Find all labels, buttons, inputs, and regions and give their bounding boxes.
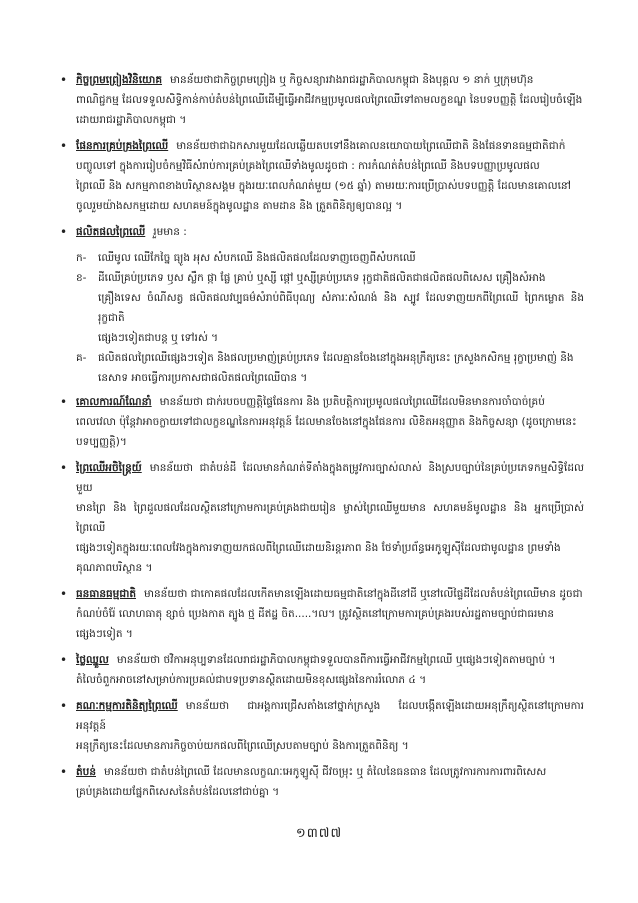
definition-line — [76, 558, 584, 578]
definition-text: មានន័យថា ជាតំបន់ព្រៃឈើ ដែលមានលក្ខណៈអេកូឡូស៊ី ជីវចម្រុះ ឬ តំលៃនៃធនធាន ដែលត្រូវការការការពារពិសេស — [104, 766, 547, 778]
sub-item-marker: ក- — [76, 252, 87, 264]
definition-term: គោលការណ៍ណែនាំ — [76, 396, 152, 408]
sub-item — [76, 248, 584, 268]
definition-list — [60, 70, 584, 802]
definition-term: គណៈកម្មការតិនិត្យព្រៃឈើ — [76, 700, 178, 712]
definition-term: កិច្ចព្រមព្រៀងវិនិយោគ — [76, 74, 163, 86]
definition-line — [76, 176, 584, 196]
definition-line — [76, 458, 584, 498]
definition-text: បញ្ចូលទៅ ក្នុងការរៀបចំកម្មវិធីសំរាប់ការគ្រប់គ្រងព្រៃឈើទាំងមូលដូចជា : ការកំណត់តំបន់ព្រៃឈើ និងបទបញ្ញាប្រមូលផល — [76, 160, 540, 172]
definition-text: បទប្បញ្ញត្តិ)។ — [76, 436, 127, 448]
sub-item-marker: គ- — [76, 352, 87, 364]
definition-term: ព្រៃឈើអចិន្ត្រៃយ៍ — [76, 462, 142, 474]
definition-entry — [60, 650, 584, 690]
sub-item-line: គ្រឿងទេស ចំណីសត្វ ផលិតផលវប្បធម៌សំរាប់ពិធីបុណ្យ សំភារៈសំណង់ និង ស្បូវ ដែលទាញយកពីព្រៃឈើ ព្រៃកម្លោត និង រុក្ខជាតិ — [98, 292, 584, 324]
definition-entry — [60, 70, 584, 130]
definition-line — [76, 196, 584, 216]
bullet-icon: • — [60, 139, 68, 153]
definition-text: គ្រប់គ្រងដោយផ្នែកពិសេសនៃតំបន់ដែលនៅជាប់គ្នា ។ — [76, 786, 280, 798]
sub-item-line: ផលិតផលព្រៃឈើផ្សេងៗទៀត និងផលប្រមាញ់គ្រប់ប្រភេទ ដែលគ្មានចែងនៅក្នុងអនុក្រឹត្យនេះ ក្រសួងកសិកម្ម រុក្ខាប្រមាញ់ និង — [98, 352, 574, 364]
definition-entry — [60, 136, 584, 216]
bullet-icon: • — [60, 225, 68, 239]
definition-text: មានន័យថា ថវិកាអនុប្បទានដែលរាជរដ្ឋាភិបាលកម្ពុជាទទួលបានពីការធ្វើអាជីវកម្មព្រៃឈើ ឬផ្សេងៗទៀតតាមច្បាប់ ។ — [116, 654, 556, 666]
definition-text: ព្រៃឈើ និង សកម្មភាពខាងបរិស្ថានសង្គម ក្នុងរយៈពេលកំណត់មួយ (១៥ ឆ្នាំ) តាមរយៈការប្រើប្រាស់បទបញ្ញត្តិ ដែលមានគោលនៅ — [76, 180, 571, 192]
definition-line — [76, 498, 584, 538]
sub-item-line: ដីឈើគ្រប់ប្រភេទ ឫស ស្លឹក ផ្កា ផ្លែ គ្រាប់ ឬស្សី ផ្ដៅ ឬស្សីគ្រប់ប្រភេទ រុក្ខជាតិផលិតជាផលិតផលពិសេស គ្រឿងសំអាង — [98, 272, 546, 284]
definition-text: តំលៃចំពួកអាចនៅសម្រាប់ការប្រគល់ជាបទប្រទានស្ថិតដោយមិនខុសផ្សេងនៃការរំលោភ ៤ ។ — [76, 674, 427, 686]
bullet-icon: • — [60, 765, 68, 779]
definition-text: ផ្សេងៗទៀតក្នុងរយៈពេលវែងក្នុងការទាញយកផលពីព្រៃឈើដោយនិរន្តរភាព និង ថែទាំប្រព័ន្ធអេកូឡូស៊ីដែលជាមូលដ្ឋាន ព្រមទាំង — [76, 542, 561, 554]
definition-text: អនុក្រឹត្យនេះដែលមានភារកិច្ចចាប់យកផលពីព្រៃឈើស្របតាមច្បាប់ និងការត្រួតពិនិត្យ ។ — [76, 740, 409, 752]
definition-text: មានន័យថា ជាកោគផលដែលកើតមានឡើងដោយធម្មជាតិនៅក្នុងដីនៅដី ឬនៅលើផ្ទៃដីដែលតំបន់ព្រៃឈើមាន ដូចជា — [144, 588, 583, 600]
sub-item-line: ឈើមូល ឈើកែច្នៃ ធ្យូង អុស សំបកឈើ និងផលិតផលដែលទាញចេញពីសំបកឈើ — [98, 252, 416, 264]
definition-text: មានន័យថា ជាតំបន់ដី ដែលមានកំណត់ទីតាំងក្នុងតម្រូវការច្បាស់លាស់ និងស្របច្បាប់នៃគ្រប់ប្រភេទកម្មសិទ្ធិដែលមួយ — [76, 462, 584, 494]
definition-text: រួមមាន : — [153, 226, 187, 238]
definition-term: ផលិតផលព្រៃឈើ — [76, 226, 146, 238]
definition-body — [60, 650, 584, 690]
bullet-icon: • — [60, 587, 68, 601]
definition-line — [76, 604, 584, 624]
definition-line — [76, 650, 584, 670]
definition-text: គុណភាពបរិស្ថាន ។ — [76, 562, 153, 574]
definition-line — [76, 736, 584, 756]
definition-text: មានព្រៃ និង ព្រៃដួលផលដែលស្ថិតនៅក្រោមការគ្រប់គ្រងជាយរៀន ម្ចាស់ព្រៃឈើមួយមាន សហគមន៍មូលដ្ឋាន និង អ្នកប្រើប្រាស់ព្រៃឈើ — [76, 502, 584, 534]
definition-term: ថ្លៃឈ្នួល — [76, 654, 109, 666]
definition-body — [60, 584, 584, 644]
bullet-icon: • — [60, 699, 68, 713]
definition-body — [60, 458, 584, 578]
bullet-icon: • — [60, 461, 68, 475]
definition-entry — [60, 584, 584, 644]
bullet-icon: • — [60, 653, 68, 667]
definition-text: ពេលវេលា ប៉ុន្តែវាអាចក្លាយទៅជាលក្ខខណ្ឌនៃការអនុវត្តន៍ ដែលមានចែងនៅក្នុងផែនការ លិខិតអនុញ្ញាត និងកិច្ចសន្យា (ដូចក្រោមនេះ — [76, 416, 577, 428]
definition-text: ពាណិជ្ជកម្ម ដែលទទួលសិទ្ធិកាន់កាប់តំបន់ព្រៃឈើដើម្បីធ្វើអាជីវកម្មប្រមូលផលព្រៃឈើទៅតាមលក្ខខណ្ឌ នៃបទបញ្ញត្តិ ដែលរៀបចំឡើង — [76, 94, 583, 106]
definition-entry — [60, 762, 584, 802]
page-number: ១៣៧៧ — [295, 826, 343, 841]
definition-text: ផ្សេងៗទៀត ។ — [76, 628, 133, 640]
definition-line — [76, 584, 584, 604]
definition-body — [60, 70, 584, 130]
definition-body — [60, 696, 584, 756]
definition-text: មានន័យថា ជាអង្គការជ្រើសតាំងនៅថ្នាក់ក្រសួង ដែលបង្កើតឡើងដោយអនុក្រឹត្យស្ថិតនៅក្រោមការអនុវត្តន៍ — [76, 700, 584, 732]
bullet-icon: • — [60, 395, 68, 409]
definition-line — [76, 70, 584, 90]
definition-term: ផែនការគ្រប់គ្រងព្រៃឈើ — [76, 140, 169, 152]
definition-line — [76, 156, 584, 176]
definition-body — [60, 392, 584, 452]
sub-item-list — [76, 248, 584, 388]
sub-item-line: នេសាទ អាចធ្វើការប្រកាសជាផលិតផលព្រៃឈើបាន ។ — [98, 372, 308, 384]
sub-item — [76, 268, 584, 348]
definition-text: មានន័យថាជាឯកសារមួយដែលឆ្លើយតបទៅនឹងគោលនយោបាយព្រៃឈើជាតិ និងផែនទានធម្មជាតិជាក់ — [176, 140, 566, 152]
definition-line — [76, 110, 584, 130]
definition-entry — [60, 458, 584, 578]
definition-line — [76, 136, 584, 156]
definition-text: ដោយរាជរដ្ឋាភិបាលកម្ពុជា ។ — [76, 114, 187, 126]
definition-text: ចូលរួមយ៉ាងសកម្មដោយ សហគមន៍ក្នុងមូលដ្ឋាន តាមដាន និង ត្រួតពិនិត្យឲ្យបានល្អ ។ — [76, 200, 403, 212]
definition-line — [76, 696, 584, 736]
definition-line — [76, 670, 584, 690]
definition-text: មានន័យថាជាកិច្ចព្រមព្រៀង ឬ កិច្ចសន្យារវាងរាជរដ្ឋាភិបាលកម្ពុជា និងបុគ្គល ១ នាក់ ឬក្រុមហ៊ុន — [170, 74, 534, 86]
bullet-icon: • — [60, 73, 68, 87]
definition-body — [60, 136, 584, 216]
definition-entry — [60, 222, 584, 242]
definition-line — [76, 782, 584, 802]
definition-term: ធនធានធម្មជាតិ — [76, 588, 136, 600]
definition-entry — [60, 392, 584, 452]
definition-body — [60, 222, 584, 242]
definition-line — [76, 392, 584, 412]
definition-line — [76, 222, 584, 242]
sub-item-marker: ខ- — [76, 272, 87, 284]
definition-line — [76, 412, 584, 432]
definition-term: តំបន់ — [76, 766, 96, 778]
definition-line — [76, 762, 584, 782]
definition-line — [76, 90, 584, 110]
sub-item-line: ផ្សេងៗទៀតជាបន្ត ឬ ទៅរស់ ។ — [98, 332, 219, 344]
definition-text: កំណប់ចំរ៉ែ លោហធាតុ ខ្សាច់ ប្រេងកាត ត្បូង ថ្ម ដីឥដ្ឋ ចិត.....។ល។ ត្រូវស្ថិតនៅក្រោមការគ្រប់គ្រងរបស់រដ្ឋតាមច្បាប់ជាធរមាន — [76, 608, 555, 620]
definition-line — [76, 624, 584, 644]
definition-entry — [60, 696, 584, 756]
definition-line — [76, 432, 584, 452]
definition-line — [76, 538, 584, 558]
definition-text: មានន័យថា ជាក់របចបញ្ញត្តិផ្ទៃផែនការ និង ប្រតិបត្តិការប្រមូលផលព្រៃឈើដែលមិនមានការចាំបាច់គ្រប់ — [159, 396, 545, 408]
sub-item — [76, 348, 584, 388]
definition-body — [60, 762, 584, 802]
